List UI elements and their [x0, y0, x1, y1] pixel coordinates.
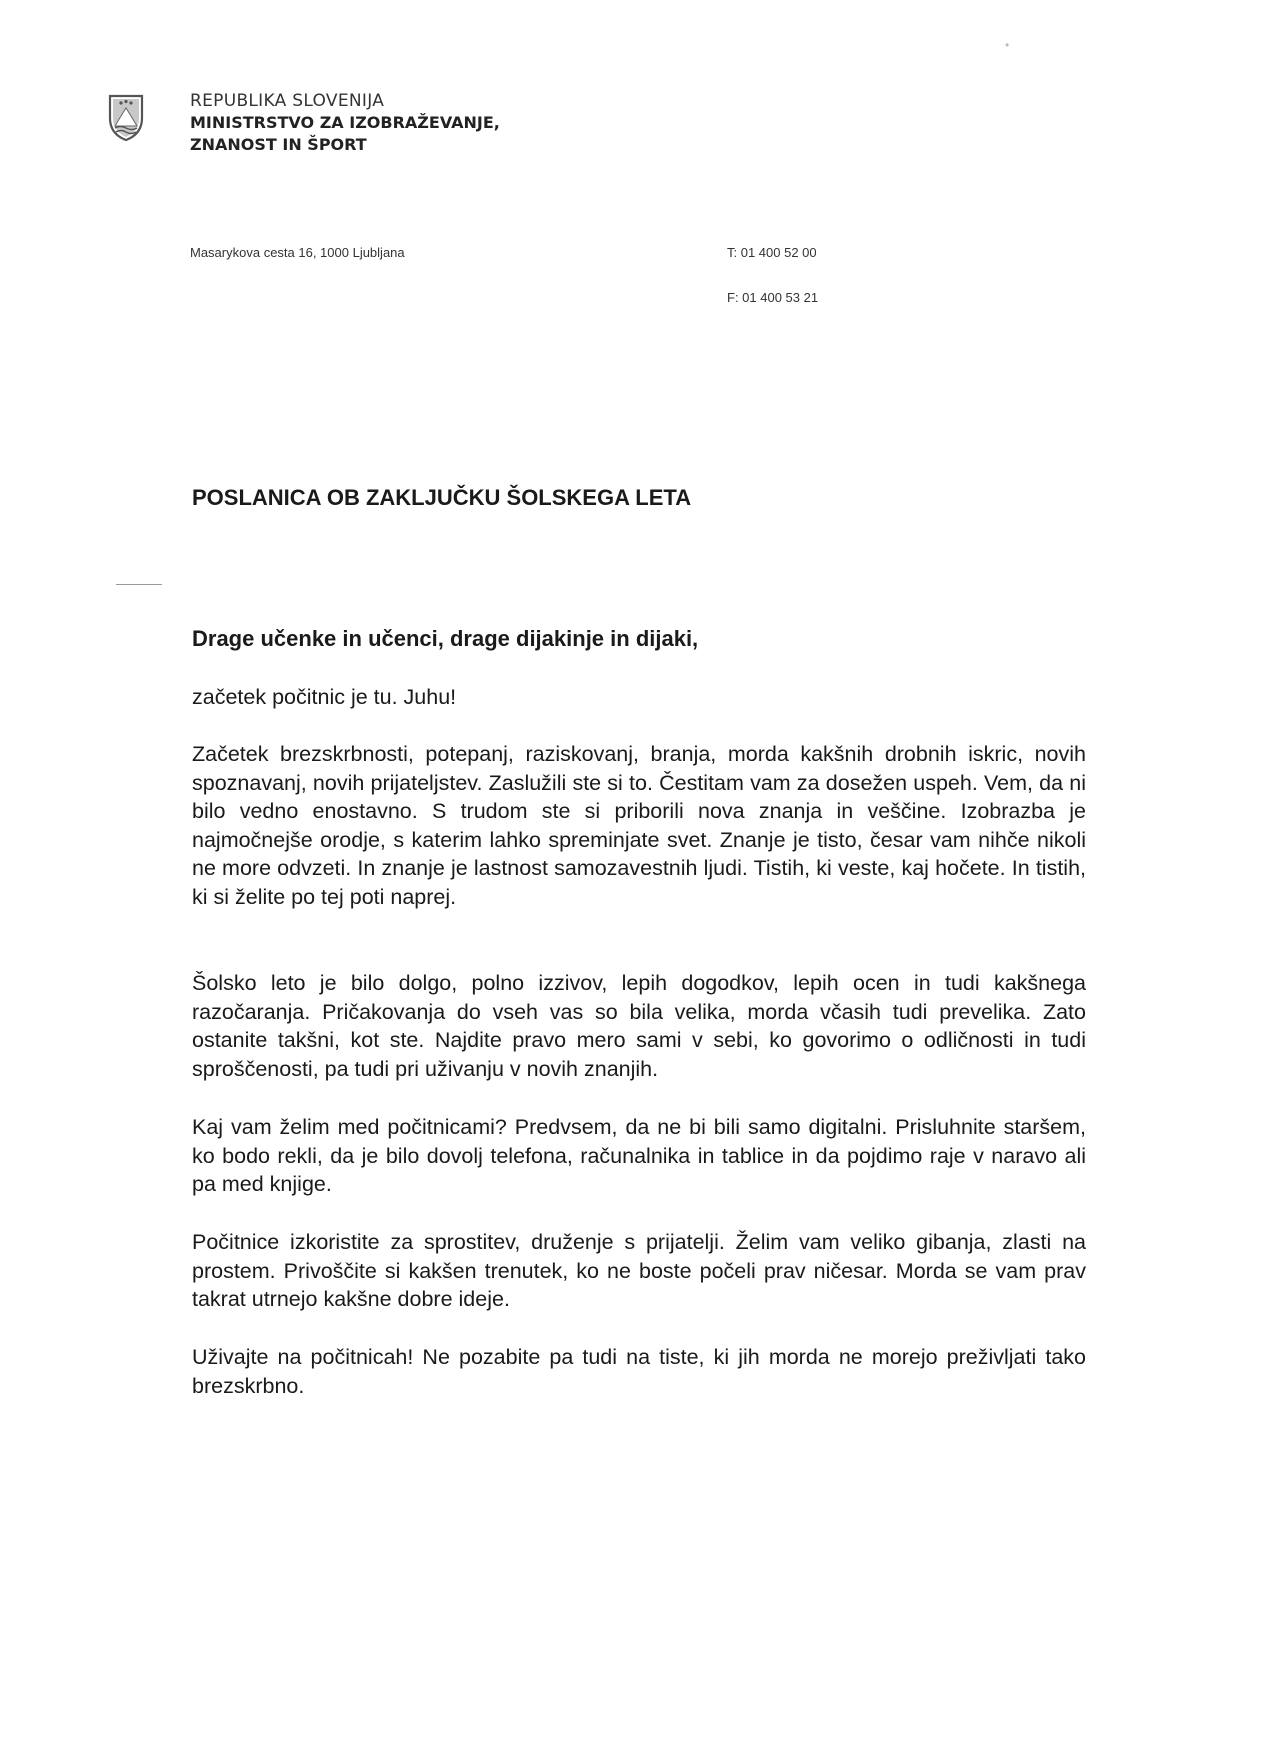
fax-line: F: 01 400 53 21: [727, 290, 819, 305]
slovenia-coat-of-arms-icon: [106, 92, 146, 144]
body-paragraph: Začetek brezskrbnosti, potepanj, raziskovanj, branja, morda kakšnih drobnih iskric, novih spoznavanj, novih prijateljstev. Zaslužili ste si to. Čestitam vam za dosežen uspeh. Vem, da ni bilo vedno enostavno. S trudom ste si priborili nova znanja in veščine. Izobrazba je najmočnejše orodje, s katerim lahko spreminjate svet. Znanje je tisto, česar vam nihče nikoli ne more odvzeti. In znanje je lastnost samozavestnih ljudi. Tistih, ki veste, kaj hočete. In tistih, ki si želite po tej poti naprej.: [192, 742, 1086, 909]
address-line: Masarykova cesta 16, 1000 Ljubljana: [190, 245, 405, 260]
scan-speck: •: [1005, 38, 1010, 52]
phone-line: T: 01 400 52 00: [727, 245, 817, 260]
document-title: POSLANICA OB ZAKLJUČKU ŠOLSKEGA LETA: [192, 485, 692, 510]
body-paragraph: začetek počitnic je tu. Juhu!: [192, 685, 457, 709]
letterhead: [190, 90, 500, 156]
letterhead-ministry-cont: ZNANOST IN ŠPORT: [190, 135, 367, 154]
body-paragraph: Kaj vam želim med počitnicami? Predvsem, da ne bi bili samo digitalni. Prisluhnite staršem, ko bodo rekli, da je bilo dovolj telefona, računalnika in tablice in da pojdimo raje v naravo ali pa med knjige.: [192, 1115, 1086, 1196]
body-paragraph: Uživajte na počitnicah! Ne pozabite pa tudi na tiste, ki jih morda ne morejo preživljati tako brezskrbno.: [192, 1345, 1086, 1398]
body-paragraph: Šolsko leto je bilo dolgo, polno izzivov, lepih dogodkov, lepih ocen in tudi kakšnega razočaranja. Pričakovanja do vseh vas so bila velika, morda včasih tudi prevelika. Zato ostanite takšni, kot ste. Najdite pravo mero sami v sebi, ko govorimo o odličnosti in tudi sproščenosti, pa tudi pri uživanju v novih znanjih.: [192, 971, 1086, 1081]
letterhead-country: REPUBLIKA SLOVENIJA: [190, 91, 385, 111]
body-paragraph: Počitnice izkoristite za sprostitev, druženje s prijatelji. Želim vam veliko gibanja, zlasti na prostem. Privoščite si kakšen trenutek, ko ne boste počeli prav ničesar. Morda se vam prav takrat utrnejo kakšne dobre ideje.: [192, 1230, 1086, 1311]
salutation: Drage učenke in učenci, drage dijakinje in dijaki,: [192, 626, 699, 651]
margin-fold-mark: [116, 584, 162, 585]
letterhead-ministry: MINISTRSTVO ZA IZOBRAŽEVANJE,: [190, 113, 500, 132]
